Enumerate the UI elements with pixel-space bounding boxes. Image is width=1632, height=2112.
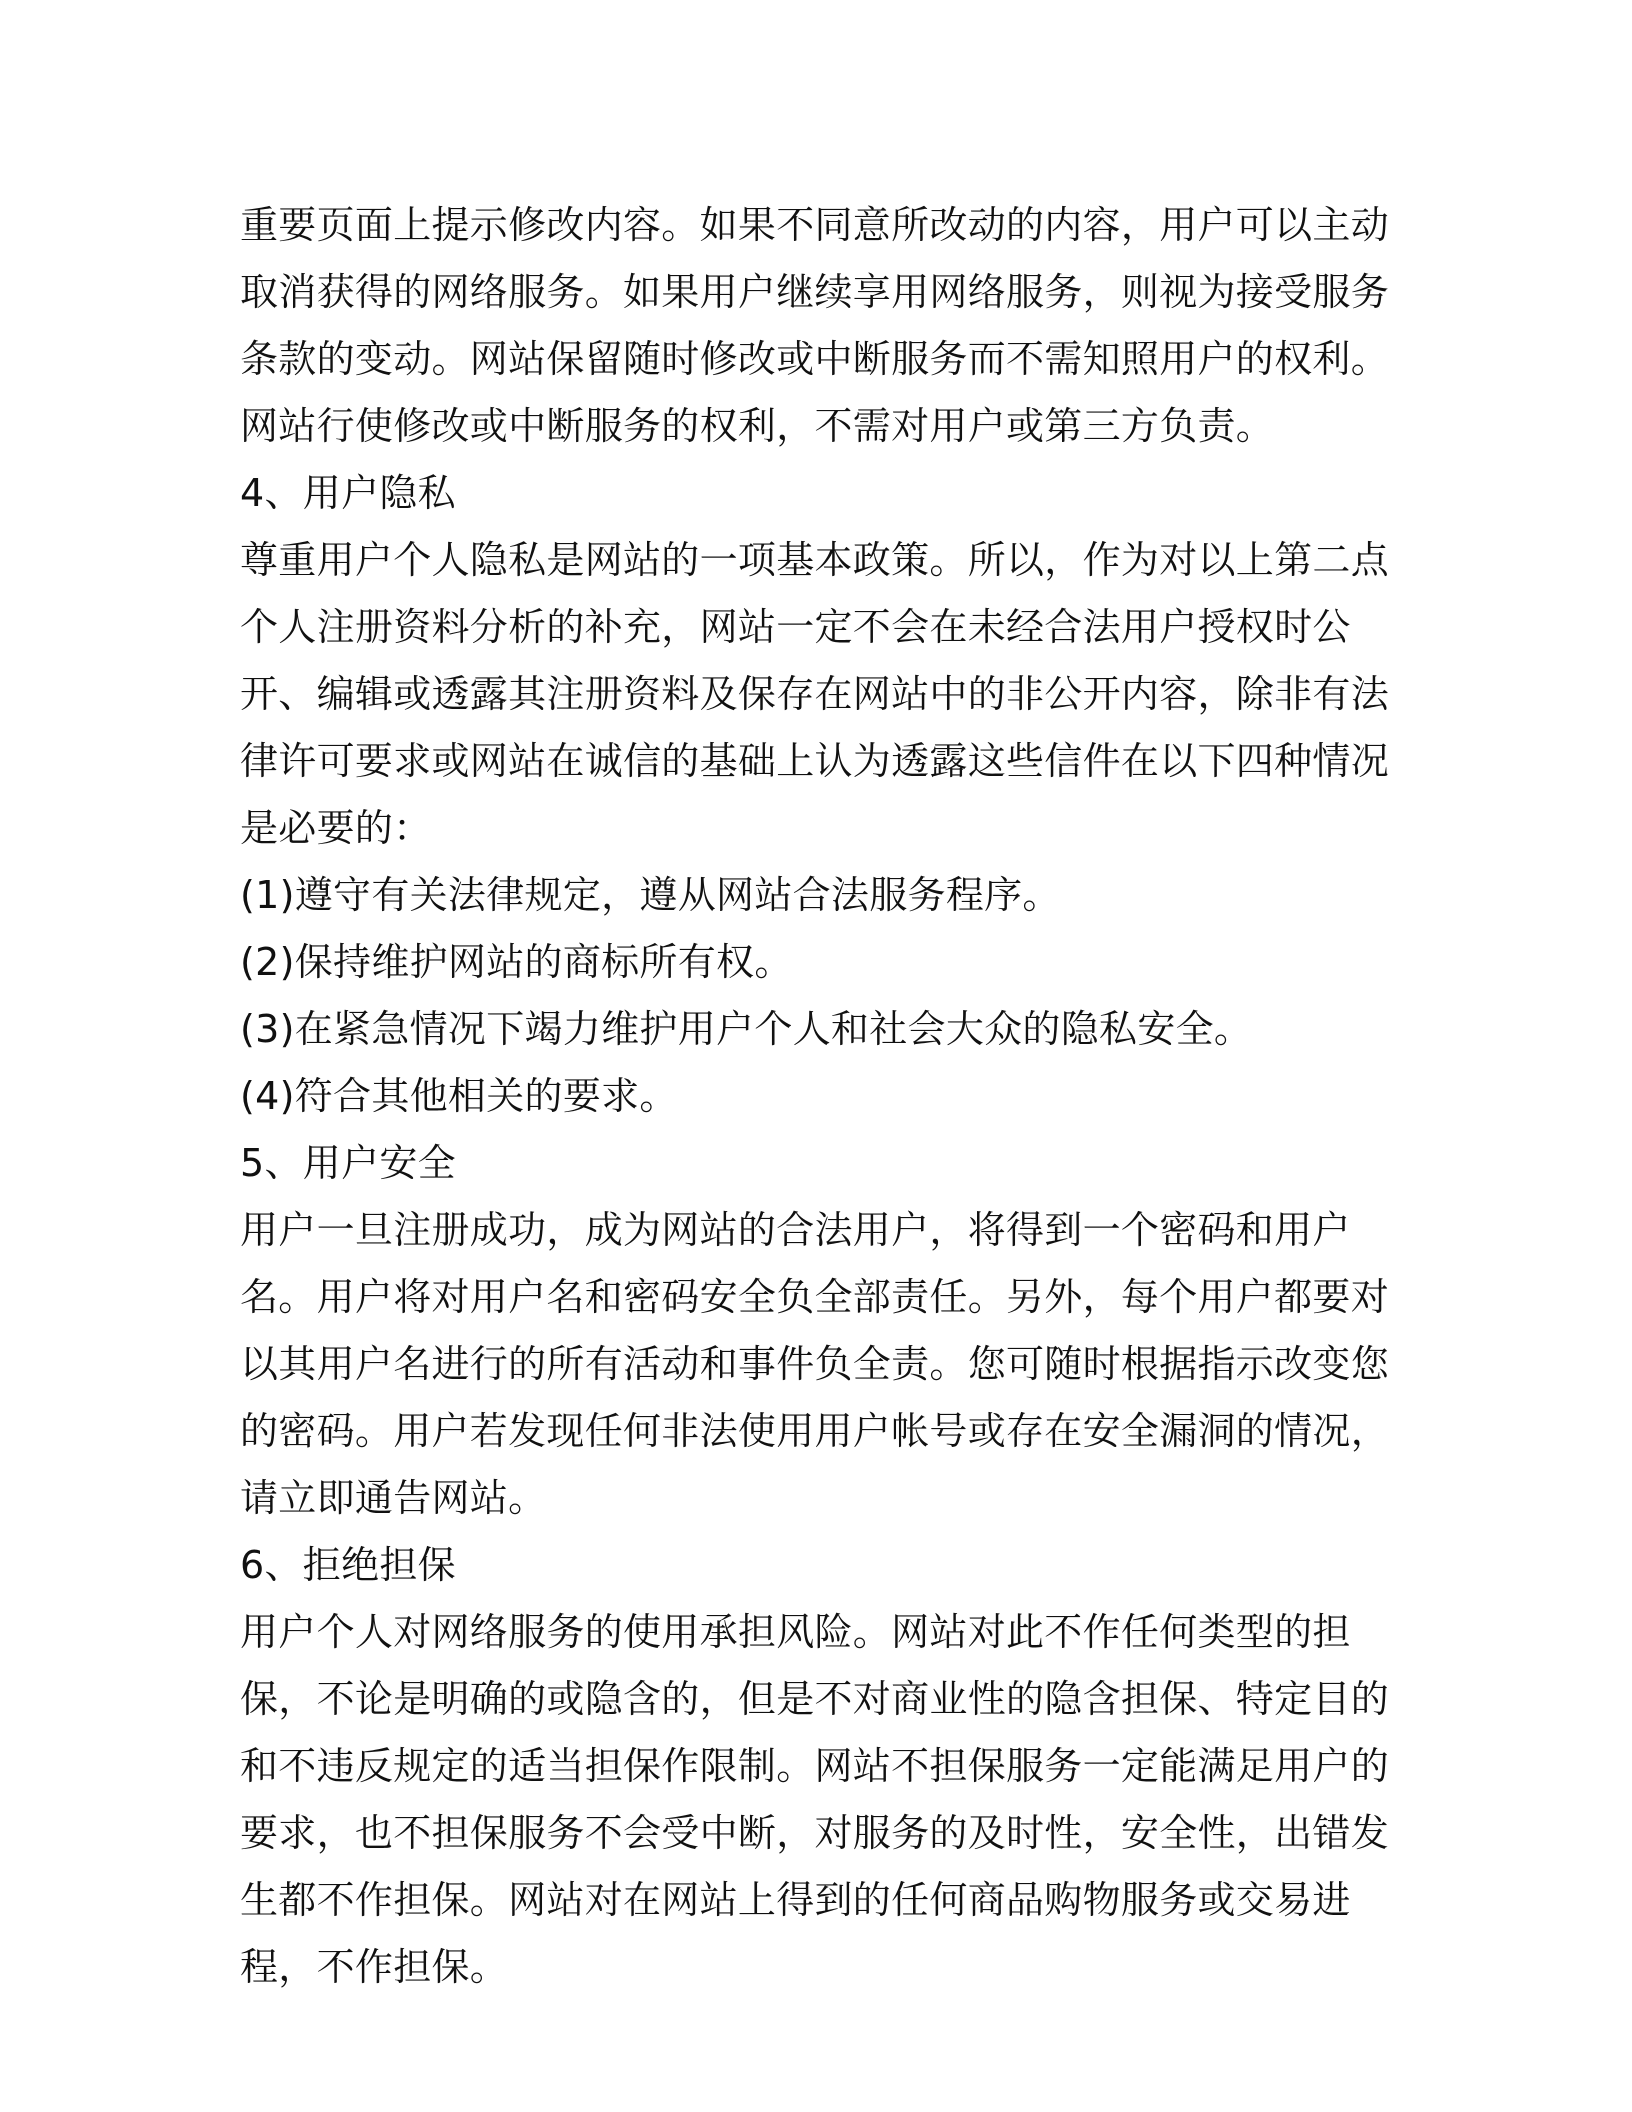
paragraph-terms-changes: 重要页面上提示修改内容。如果不同意所改动的内容，用户可以主动取消获得的网络服务。如果用户继续享用网络服务，则视为接受服务条款的变动。网站保留随时修改或中断服务而不需知照用户的权利。网站行使修改或中断服务的权利，不需对用户或第三方负责。	[240, 203, 1390, 448]
list-item-4: (4)符合其他相关的要求。	[240, 1074, 678, 1118]
list-item-1: (1)遵守有关法律规定，遵从网站合法服务程序。	[240, 873, 1061, 917]
paragraph-security: 用户一旦注册成功，成为网站的合法用户，将得到一个密码和用户名。用户将对用户名和密码安全负全部责任。另外，每个用户都要对以其用户名进行的所有活动和事件负全责。您可随时根据指示改变您的密码。用户若发现任何非法使用用户帐号或存在安全漏洞的情况，请立即通告网站。	[240, 1208, 1390, 1520]
section-heading-privacy: 4、用户隐私	[240, 471, 456, 515]
section-heading-disclaimer: 6、拒绝担保	[240, 1543, 456, 1587]
document-body	[240, 192, 1400, 2001]
list-item-3: (3)在紧急情况下竭力维护用户个人和社会大众的隐私安全。	[240, 1007, 1253, 1051]
section-heading-security: 5、用户安全	[240, 1141, 456, 1185]
list-item-2: (2)保持维护网站的商标所有权。	[240, 940, 793, 984]
paragraph-disclaimer: 用户个人对网络服务的使用承担风险。网站对此不作任何类型的担保，不论是明确的或隐含的，但是不对商业性的隐含担保、特定目的和不违反规定的适当担保作限制。网站不担保服务一定能满足用户的要求，也不担保服务不会受中断，对服务的及时性，安全性，出错发生都不作担保。网站对在网站上得到的任何商品购物服务或交易进程，不作担保。	[240, 1610, 1390, 1989]
paragraph-privacy: 尊重用户个人隐私是网站的一项基本政策。所以，作为对以上第二点个人注册资料分析的补充，网站一定不会在未经合法用户授权时公开、编辑或透露其注册资料及保存在网站中的非公开内容，除非有法律许可要求或网站在诚信的基础上认为透露这些信件在以下四种情况是必要的：	[240, 538, 1390, 850]
